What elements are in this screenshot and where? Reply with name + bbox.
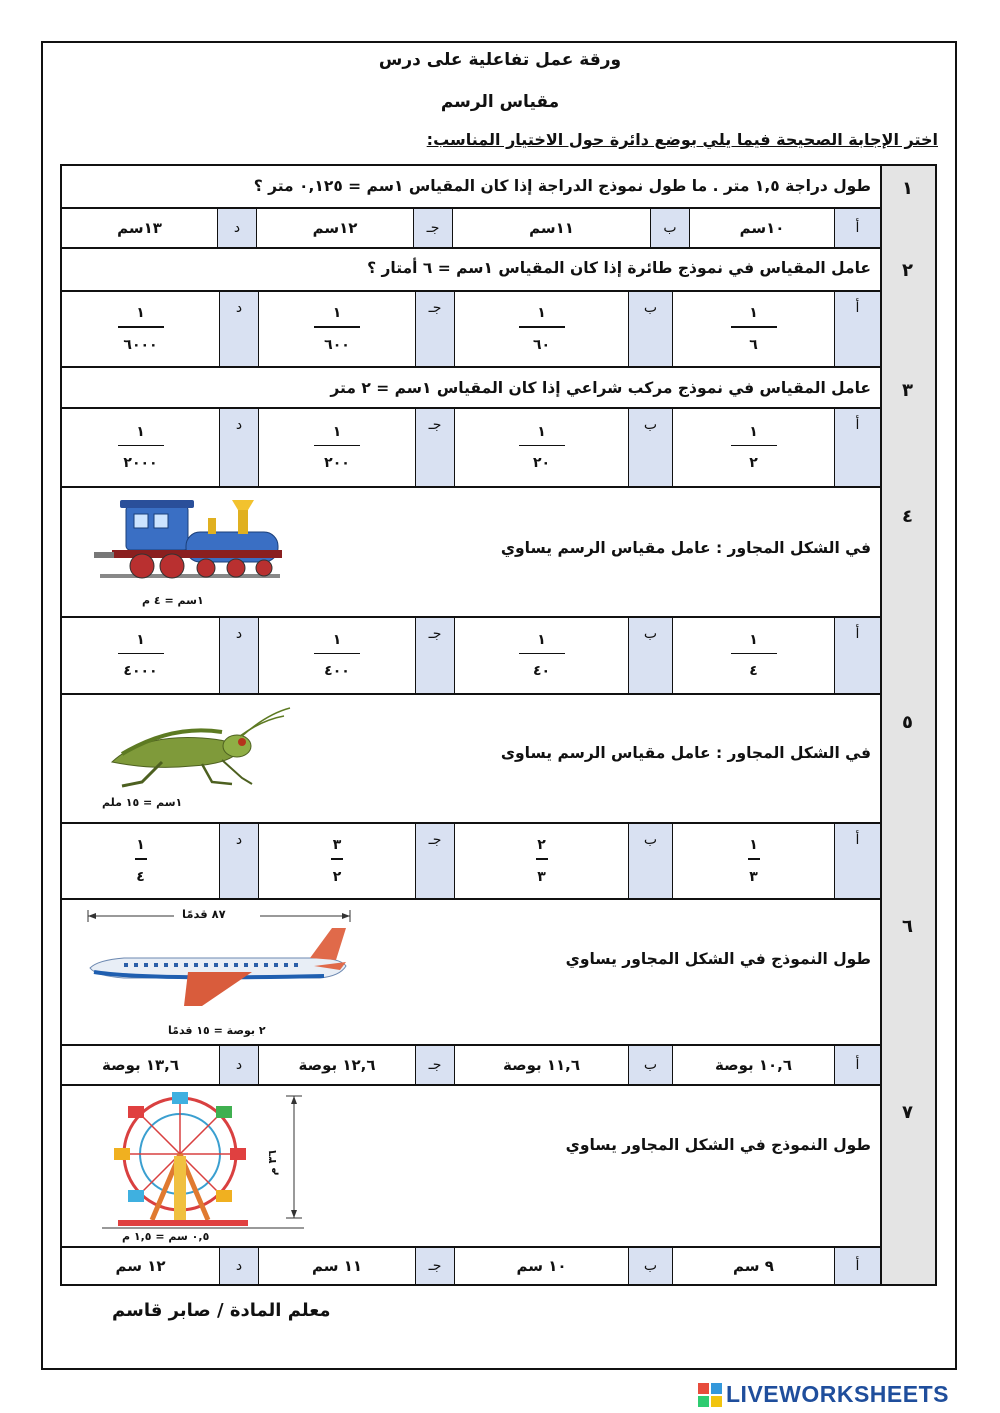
option-c[interactable]: $\frac{٣}{٢}$ xyxy=(258,824,415,898)
option-b[interactable]: ١٠ سم xyxy=(454,1248,628,1284)
grasshopper-image xyxy=(102,704,292,790)
option-c[interactable]: $\frac{١}{٢٠٠}$ xyxy=(258,409,415,486)
scale-caption: ١سم = ١٥ ملم xyxy=(102,796,183,809)
options-row xyxy=(62,1046,880,1084)
option-letter: د xyxy=(219,1046,258,1084)
question-number: ٢ xyxy=(902,260,913,281)
question-number: ٦ xyxy=(902,916,913,937)
option-letter: ب xyxy=(628,1046,672,1084)
option-letter: أ xyxy=(834,824,880,898)
option-a[interactable]: ٩ سم xyxy=(672,1248,834,1284)
option-letter: ب xyxy=(628,1248,672,1284)
option-a[interactable]: $\frac{١}{٦}$ xyxy=(672,292,834,366)
option-c[interactable]: ١١ سم xyxy=(258,1248,415,1284)
option-letter: د xyxy=(219,409,258,486)
option-a[interactable]: $\frac{١}{٢}$ xyxy=(672,409,834,486)
scale-caption: ٢ بوصة = ١٥ قدمًا xyxy=(168,1024,266,1037)
question-text: في الشكل المجاور : عامل مقياس الرسم يساوي xyxy=(500,539,871,557)
question-number: ٧ xyxy=(902,1102,913,1123)
option-a[interactable]: ١٠سم xyxy=(689,209,834,247)
option-letter: د xyxy=(219,1248,258,1284)
question-number: ٥ xyxy=(902,712,913,733)
option-letter: أ xyxy=(834,292,880,366)
airplane-image xyxy=(84,906,356,1030)
dimension-label: ٣٦ م xyxy=(266,1150,279,1176)
options-row xyxy=(62,209,880,247)
option-letter: د xyxy=(219,618,258,693)
option-letter: د xyxy=(219,292,258,366)
option-letter: جـ xyxy=(415,1248,454,1284)
scale-caption: ٠,٥ سم = ١,٥ م xyxy=(122,1230,210,1243)
option-letter: ب xyxy=(650,209,689,247)
option-b[interactable]: $\frac{١}{٤٠}$ xyxy=(454,618,628,693)
question-number: ٤ xyxy=(902,506,913,527)
option-letter: جـ xyxy=(415,824,454,898)
option-letter: د xyxy=(217,209,256,247)
liveworksheets-logo[interactable] xyxy=(698,1381,949,1408)
questions-table xyxy=(60,164,937,1286)
option-letter: أ xyxy=(834,209,880,247)
option-a[interactable]: ١٠,٦ بوصة xyxy=(672,1046,834,1084)
option-d[interactable]: ١٣سم xyxy=(117,219,162,237)
option-a[interactable]: $\frac{١}{٤}$ xyxy=(672,618,834,693)
option-letter: جـ xyxy=(415,292,454,366)
train-image xyxy=(90,496,290,588)
options-row xyxy=(62,409,880,486)
question-text: عامل المقياس في نموذج طائرة إذا كان المقياس ١سم = ٦ أمتار ؟ xyxy=(367,259,871,277)
option-letter: ب xyxy=(628,292,672,366)
question-number: ٣ xyxy=(902,380,913,401)
options-row xyxy=(62,292,880,366)
options-row xyxy=(62,618,880,693)
option-b[interactable]: ١١,٦ بوصة xyxy=(454,1046,628,1084)
options-row xyxy=(62,1248,880,1284)
question-text: طول النموذج في الشكل المجاور يساوي xyxy=(565,1136,871,1154)
option-d[interactable]: ١٢ سم xyxy=(115,1257,166,1275)
options-row xyxy=(62,824,880,898)
dimension-label: ٨٧ قدمًا xyxy=(182,907,226,921)
instruction: اختر الإجابة الصحيحة فيما يلي بوضع دائرة حول الاختيار المناسب: xyxy=(426,130,938,149)
question-text: طول النموذج في الشكل المجاور يساوي xyxy=(565,950,871,968)
question-text: طول دراجة ١,٥ متر . ما طول نموذج الدراجة إذا كان المقياس ١سم = ٠,١٢٥ متر ؟ xyxy=(253,177,871,195)
option-d[interactable]: $\frac{١}{٤٠٠٠}$ xyxy=(62,618,219,693)
option-d[interactable]: $\frac{١}{٦٠٠٠}$ xyxy=(62,292,219,366)
option-letter: د xyxy=(219,824,258,898)
option-letter: ب xyxy=(628,618,672,693)
option-letter: جـ xyxy=(415,1046,454,1084)
option-letter: أ xyxy=(834,409,880,486)
question-text: عامل المقياس في نموذج مركب شراعي إذا كان المقياس ١سم = ٢ متر xyxy=(330,379,871,397)
option-d[interactable]: $\frac{١}{٢٠٠٠}$ xyxy=(62,409,219,486)
option-d[interactable]: ١٣,٦ بوصة xyxy=(101,1056,180,1074)
question-text: في الشكل المجاور : عامل مقياس الرسم يساوى xyxy=(500,744,871,762)
teacher-name: معلم المادة / صابر قاسم xyxy=(112,1300,331,1321)
option-letter: أ xyxy=(834,1248,880,1284)
scale-caption: ١سم = ٤ م xyxy=(142,594,204,607)
option-b[interactable]: $\frac{١}{٢٠}$ xyxy=(454,409,628,486)
option-b[interactable]: ١١سم xyxy=(452,209,650,247)
logo-icon xyxy=(698,1383,722,1407)
option-b[interactable]: $\frac{١}{٦٠}$ xyxy=(454,292,628,366)
lesson-title: مقياس الرسم xyxy=(440,92,560,112)
brand-text: LIVEWORKSHEETS xyxy=(726,1381,949,1407)
option-c[interactable]: ١٢,٦ بوصة xyxy=(258,1046,415,1084)
option-letter: أ xyxy=(834,1046,880,1084)
option-c[interactable]: $\frac{١}{٤٠٠}$ xyxy=(258,618,415,693)
option-a[interactable]: $\frac{١}{٣}$ xyxy=(672,824,834,898)
worksheet-title: ورقة عمل تفاعلية على درس xyxy=(378,50,622,70)
option-letter: أ xyxy=(834,618,880,693)
question-number: ١ xyxy=(902,178,913,199)
option-letter: ب xyxy=(628,824,672,898)
option-c[interactable]: $\frac{١}{٦٠٠}$ xyxy=(258,292,415,366)
option-letter: ب xyxy=(628,409,672,486)
option-c[interactable]: ١٢سم xyxy=(256,209,413,247)
option-b[interactable]: $\frac{٢}{٣}$ xyxy=(454,824,628,898)
option-letter: جـ xyxy=(415,409,454,486)
option-letter: جـ xyxy=(413,209,452,247)
option-d[interactable]: $\frac{١}{٤}$ xyxy=(136,837,145,885)
option-letter: جـ xyxy=(415,618,454,693)
